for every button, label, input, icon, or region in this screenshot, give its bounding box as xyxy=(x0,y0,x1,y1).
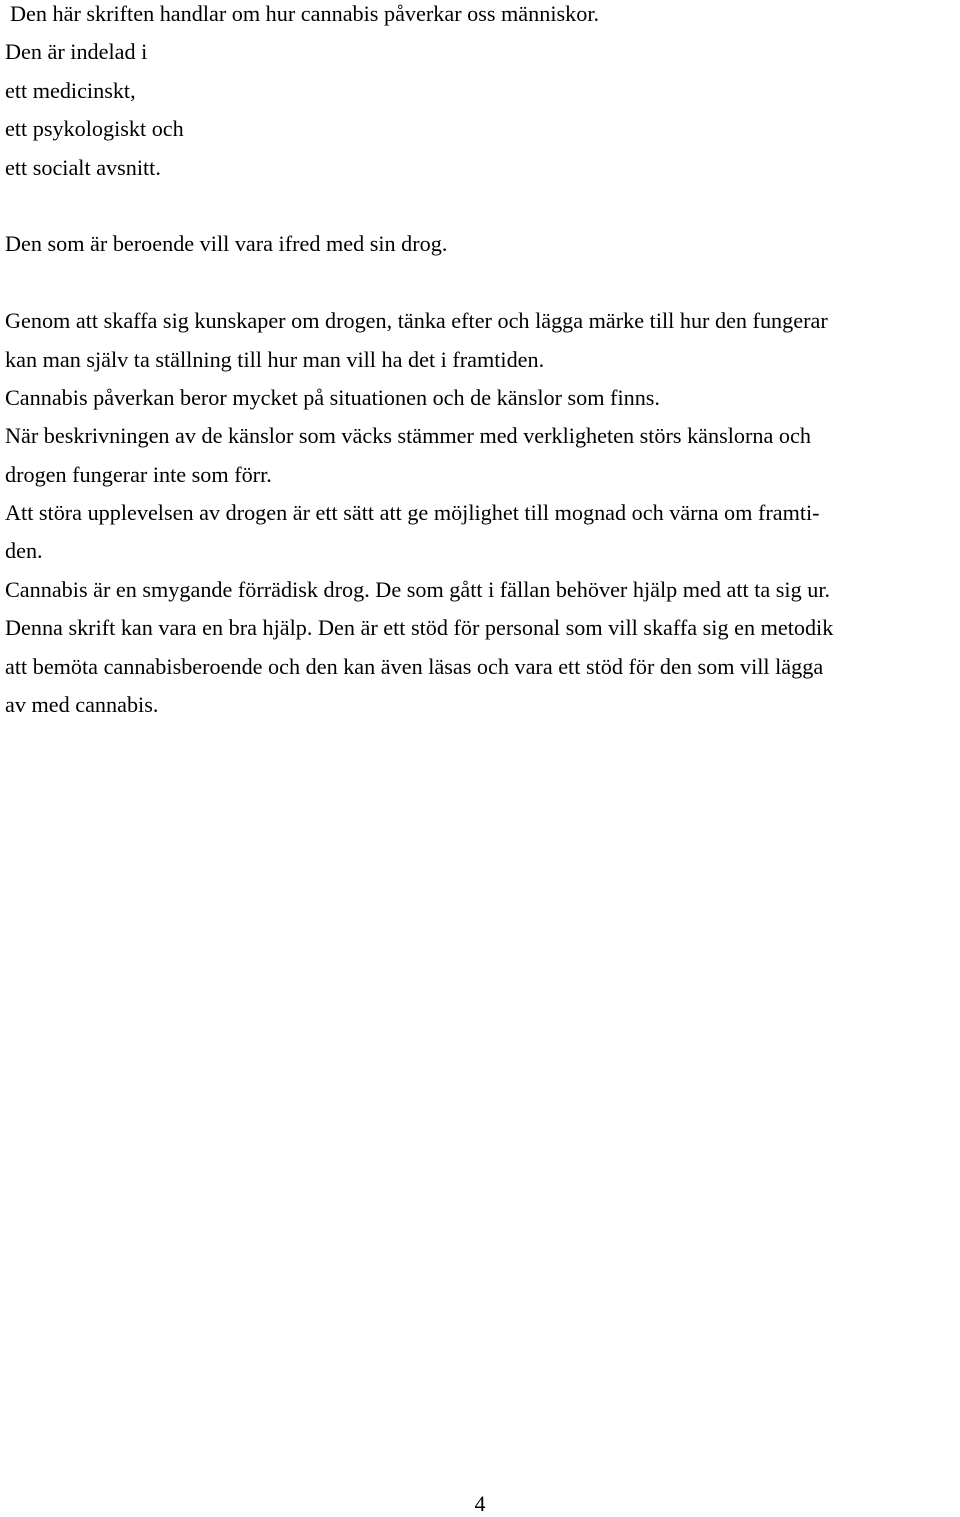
body-line: av med cannabis. xyxy=(5,692,159,718)
page-number: 4 xyxy=(474,1491,486,1516)
paragraph-spacer xyxy=(5,187,960,225)
intro-line: Den här skriften handlar om hur cannabis påverkar oss människor. xyxy=(10,1,600,26)
body-line: Denna skrift kan vara en bra hjälp. Den är ett stöd för personal som vill skaffa sig en metodik xyxy=(5,615,834,641)
body-line: Cannabis påverkan beror mycket på situationen och de känslor som finns. xyxy=(5,384,660,410)
body-line: När beskrivningen av de känslor som väcks stämmer med verkligheten störs känslorna och xyxy=(5,423,811,449)
intro-line: ett medicinskt, xyxy=(5,77,136,103)
intro-line: ett socialt avsnitt. xyxy=(5,154,161,180)
body-text xyxy=(5,0,960,724)
intro-line: Den är indelad i xyxy=(5,39,148,65)
body-line: drogen fungerar inte som förr. xyxy=(5,461,272,487)
body-line: Att störa upplevelsen av drogen är ett sätt att ge möjlighet till mognad och värna om framti- xyxy=(5,500,820,526)
intro-line: ett psykologiskt och xyxy=(5,116,184,142)
body-line: den. xyxy=(5,538,43,564)
paragraph-spacer xyxy=(5,264,960,302)
statement-line: Den som är beroende vill vara ifred med sin drog. xyxy=(5,231,448,257)
body-line: att bemöta cannabisberoende och den kan även läsas och vara ett stöd för den som vill lägga xyxy=(5,653,824,679)
body-line: Genom att skaffa sig kunskaper om drogen, tänka efter och lägga märke till hur den fungerar xyxy=(5,308,828,334)
body-line: Cannabis är en smygande förrädisk drog. De som gått i fällan behöver hjälp med att ta sig ur. xyxy=(5,576,831,602)
body-line: kan man själv ta ställning till hur man vill ha det i framtiden. xyxy=(5,346,545,372)
